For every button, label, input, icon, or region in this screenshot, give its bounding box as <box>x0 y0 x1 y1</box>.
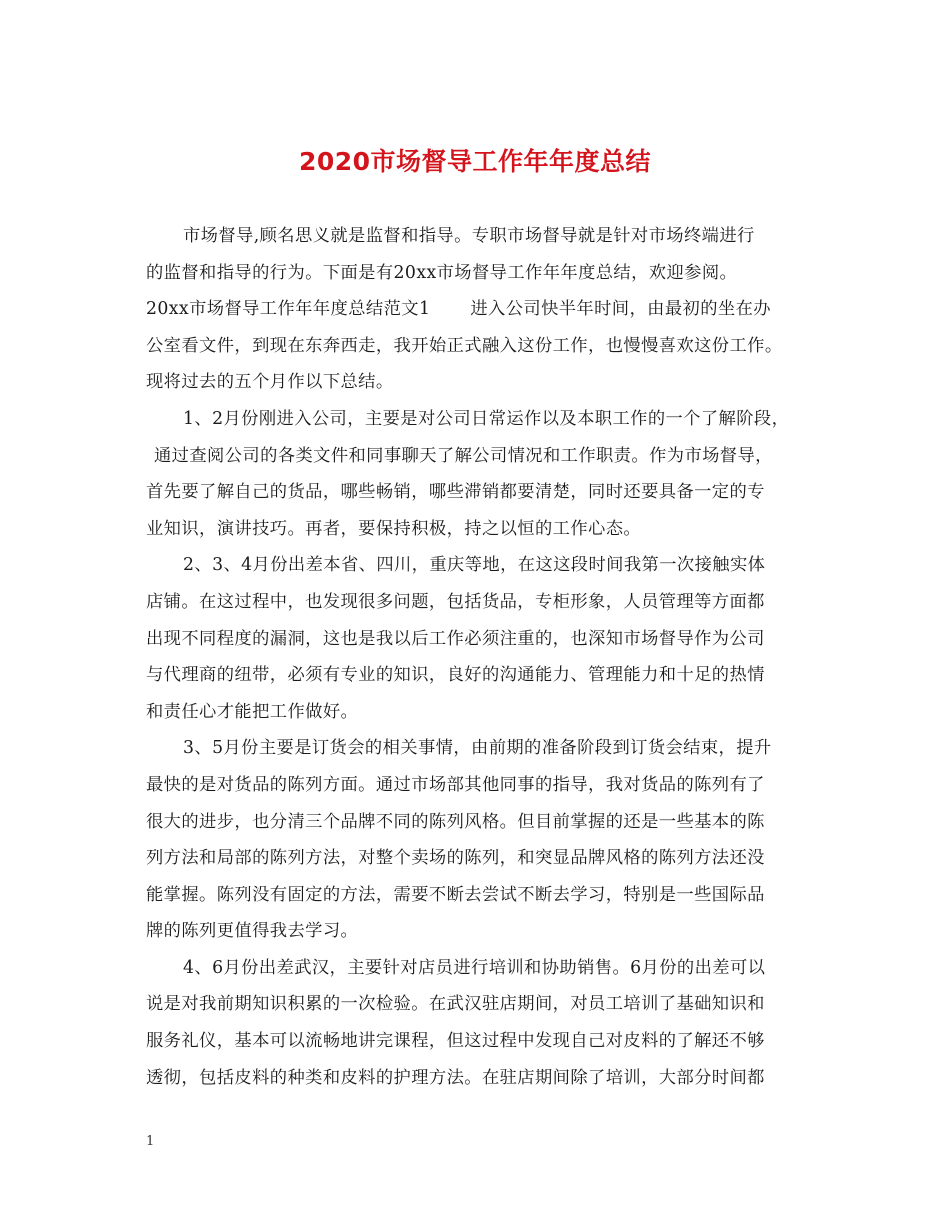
text-line: 能掌握。陈列没有固定的方法，需要不断去尝试不断去学习，特别是一些国际品 <box>146 884 765 905</box>
text-line: 通过查阅公司的各类文件和同事聊天了解公司情况和工作职责。作为市场督导， <box>154 445 773 466</box>
document-title: 2020市场督导工作年年度总结 <box>298 147 652 176</box>
document-body <box>146 218 822 1096</box>
text-line: 的监督和指导的行为。下面是有20xx市场督导工作年年度总结，欢迎参阅。 <box>146 262 738 283</box>
text-line: 牌的陈列更值得我去学习。 <box>146 921 359 942</box>
text-line: 服务礼仪，基本可以流畅地讲完课程，但这过程中发现自己对皮料的了解还不够 <box>146 1031 765 1052</box>
text-line: 店铺。在这过程中，也发现很多问题，包括货品，专柜形象，人员管理等方面都 <box>146 591 765 612</box>
text-line-continuation: 进入公司快半年时间，由最初的坐在办 <box>470 299 771 320</box>
text-line: 4、6月份出差武汉，主要针对店员进行培训和协助销售。6月份的出差可以 <box>183 957 766 978</box>
text-line: 公室看文件，到现在东奔西走，我开始正式融入这份工作，也慢慢喜欢这份工作。 <box>146 335 783 356</box>
text-line: 出现不同程度的漏洞，这也是我以后工作必须注重的，也深知市场督导作为公司 <box>146 628 765 649</box>
text-line: 与代理商的纽带，必须有专业的知识，良好的沟通能力、管理能力和十足的热情 <box>146 665 765 686</box>
text-line: 列方法和局部的陈列方法，对整个卖场的陈列，和突显品牌风格的陈列方法还没 <box>146 848 765 869</box>
text-line: 最快的是对货品的陈列方面。通过市场部其他同事的指导，我对货品的陈列有了 <box>146 774 765 795</box>
text-line: 3、5月份主要是订货会的相关事情，由前期的准备阶段到订货会结束，提升 <box>183 738 772 759</box>
section-heading: 20xx市场督导工作年年度总结范文1 <box>146 299 431 320</box>
text-line: 1、2月份刚进入公司，主要是对公司日常运作以及本职工作的一个了解阶段， <box>183 408 790 429</box>
text-line: 和责任心才能把工作做好。 <box>146 701 359 722</box>
text-line <box>146 291 822 328</box>
text-line: 2、3、4月份出差本省、四川，重庆等地，在这这段时间我第一次接触实体 <box>183 555 766 576</box>
text-line: 说是对我前期知识积累的一次检验。在武汉驻店期间，对员工培训了基础知识和 <box>146 994 765 1015</box>
text-line: 业知识，演讲技巧。再者，要保持积极，持之以恒的工作心态。 <box>146 518 642 539</box>
text-line: 现将过去的五个月作以下总结。 <box>146 372 394 393</box>
text-line: 透彻，包括皮料的种类和皮料的护理方法。在驻店期间除了培训，大部分时间都 <box>146 1067 765 1088</box>
page-number: 1 <box>146 1134 155 1149</box>
text-line: 市场督导,顾名思义就是监督和指导。专职市场督导就是针对市场终端进行 <box>183 226 755 246</box>
text-line: 很大的进步，也分清三个品牌不同的陈列风格。但目前掌握的还是一些基本的陈 <box>146 811 765 832</box>
text-line: 首先要了解自己的货品，哪些畅销，哪些滞销都要清楚，同时还要具备一定的专 <box>146 482 765 503</box>
